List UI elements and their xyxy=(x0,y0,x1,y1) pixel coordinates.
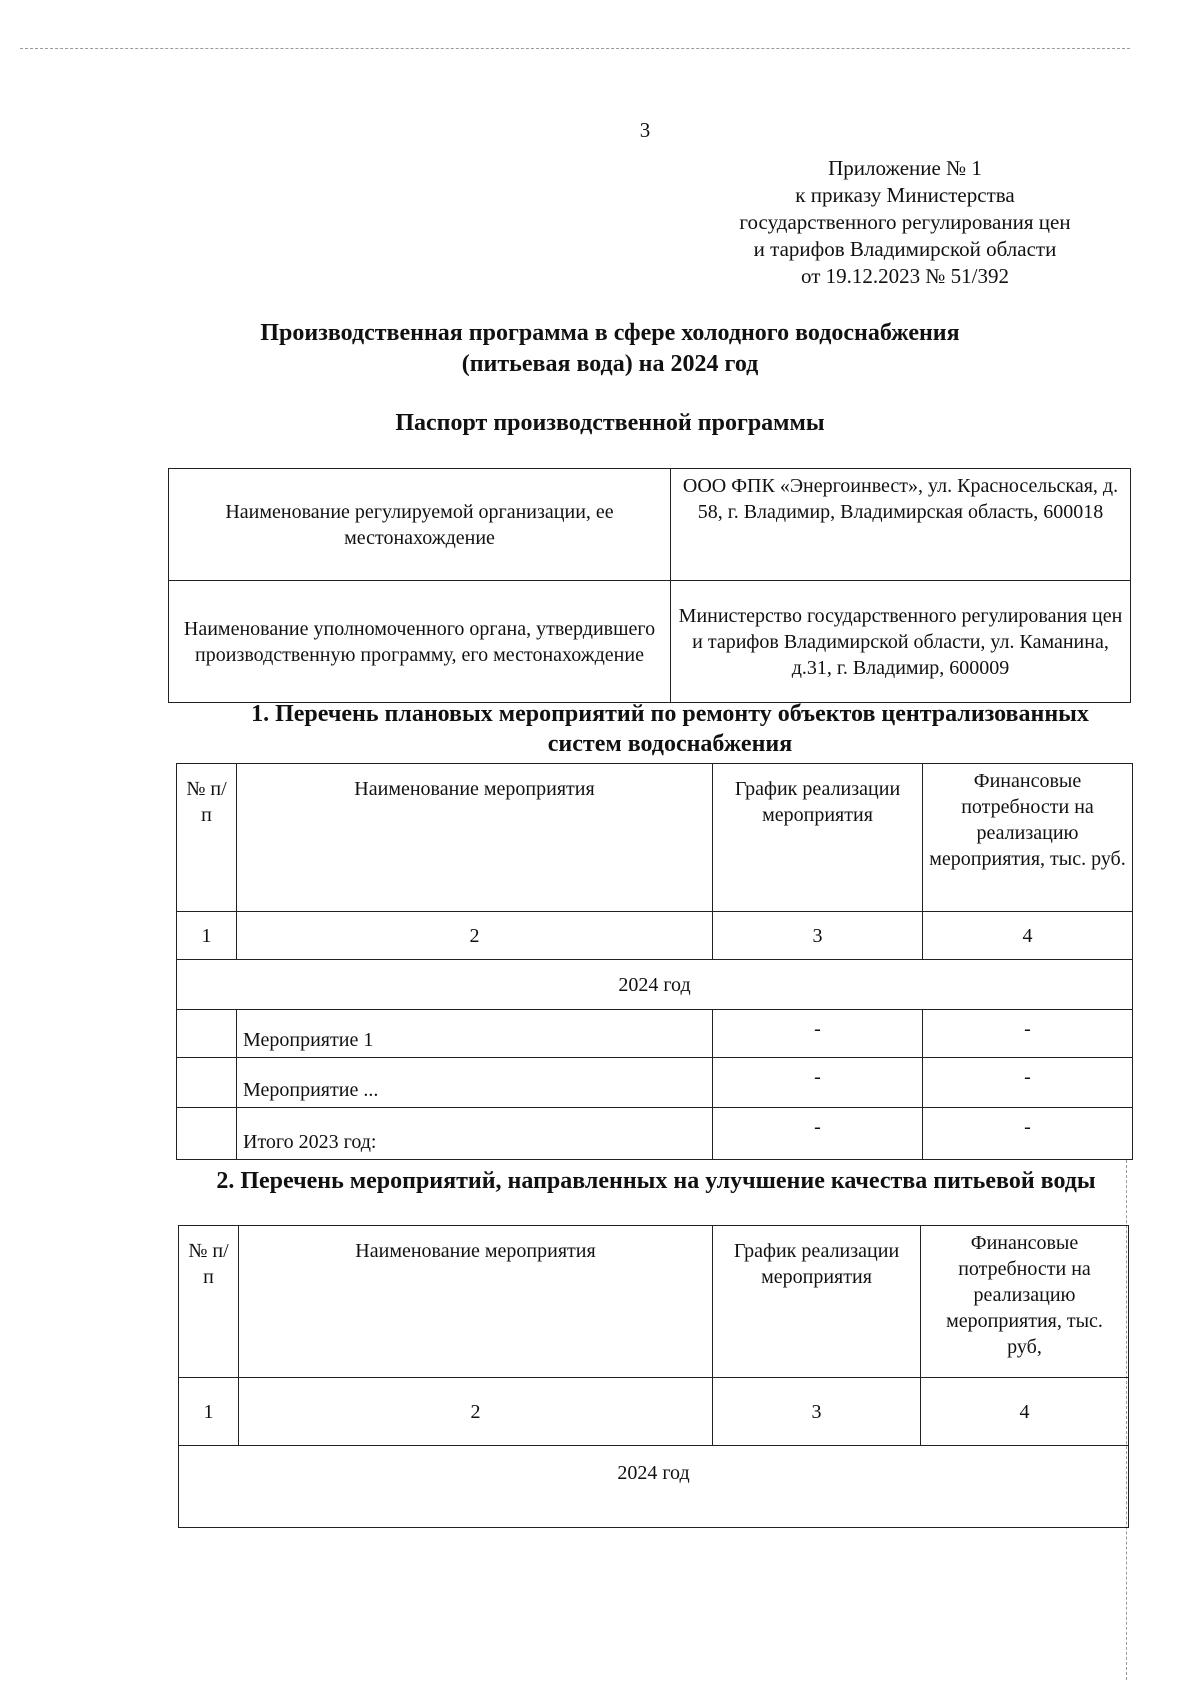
col-number: 4 xyxy=(923,912,1133,960)
passport-value: ООО ФПК «Энергоинвест», ул. Красносельская, д. 58, г. Владимир, Владимирская область, 600018 xyxy=(671,469,1131,581)
table-row xyxy=(177,912,1133,960)
year-row: 2024 год xyxy=(179,1446,1129,1528)
col-number: 2 xyxy=(239,1378,713,1446)
header-finance: Финансовые потребности на реализацию мероприятия, тыс. руб, xyxy=(921,1226,1129,1378)
header-name: Наименование мероприятия xyxy=(239,1226,713,1378)
section-1-title: 1. Перечень плановых мероприятий по ремонту объектов централизованных систем водоснабжения xyxy=(251,701,1089,757)
row-name: Мероприятие ... xyxy=(237,1058,713,1108)
row-name: Итого 2023 год: xyxy=(237,1108,713,1160)
title-line-1: Производственная программа в сфере холодного водоснабжения xyxy=(260,320,960,346)
header-finance: Финансовые потребности на реализацию мероприятия, тыс. руб. xyxy=(923,764,1133,912)
table-row xyxy=(179,1446,1129,1528)
row-num xyxy=(177,1058,237,1108)
table-row xyxy=(169,581,1131,703)
section-1-table xyxy=(176,763,1133,1160)
table-row xyxy=(177,1010,1133,1058)
col-number: 1 xyxy=(179,1378,239,1446)
appendix-line: государственного регулирования цен xyxy=(739,210,1071,234)
passport-heading: Паспорт производственной программы xyxy=(395,410,825,436)
header-name: Наименование мероприятия xyxy=(237,764,713,912)
header-schedule: График реализации мероприятия xyxy=(713,764,923,912)
title-line-2: (питьевая вода) на 2024 год xyxy=(461,351,759,377)
table-row xyxy=(179,1378,1129,1446)
col-number: 1 xyxy=(177,912,237,960)
col-number: 4 xyxy=(921,1378,1129,1446)
table-row xyxy=(177,1058,1133,1108)
section-2-title: 2. Перечень мероприятий, направленных на улучшение качества питьевой воды xyxy=(216,1168,1096,1194)
row-finance: - xyxy=(923,1010,1133,1058)
passport-value: Министерство государственного регулирования цен и тарифов Владимирской области, ул. Каманина, д.31, г. Владимир, 600009 xyxy=(671,581,1131,703)
row-finance: - xyxy=(923,1058,1133,1108)
header-schedule: График реализации мероприятия xyxy=(713,1226,921,1378)
appendix-block xyxy=(700,155,1110,290)
row-num xyxy=(177,1010,237,1058)
row-finance: - xyxy=(923,1108,1133,1160)
section-2-table xyxy=(178,1225,1129,1528)
row-schedule: - xyxy=(713,1058,923,1108)
row-schedule: - xyxy=(713,1108,923,1160)
table-row xyxy=(177,960,1133,1010)
header-num: № п/п xyxy=(179,1226,239,1378)
header-num: № п/п xyxy=(177,764,237,912)
appendix-line: от 19.12.2023 № 51/392 xyxy=(800,264,1010,288)
row-name: Мероприятие 1 xyxy=(237,1010,713,1058)
passport-label: Наименование уполномоченного органа, утвердившего производственную программу, его местонахождение xyxy=(169,581,671,703)
col-number: 3 xyxy=(713,1378,921,1446)
year-row: 2024 год xyxy=(177,960,1133,1010)
row-num xyxy=(177,1108,237,1160)
table-header-row xyxy=(179,1226,1129,1378)
row-schedule: - xyxy=(713,1010,923,1058)
passport-table xyxy=(168,468,1131,703)
table-row xyxy=(177,1108,1133,1160)
appendix-line: и тарифов Владимирской области xyxy=(753,237,1057,261)
table-row xyxy=(169,469,1131,581)
appendix-line: к приказу Министерства xyxy=(795,183,1015,207)
passport-label: Наименование регулируемой организации, ее местонахождение xyxy=(169,469,671,581)
col-number: 3 xyxy=(713,912,923,960)
col-number: 2 xyxy=(237,912,713,960)
document-title xyxy=(160,318,1060,380)
appendix-line: Приложение № 1 xyxy=(828,156,982,180)
page-number: 3 xyxy=(639,118,651,142)
scan-edge-top xyxy=(20,48,1130,49)
table-header-row xyxy=(177,764,1133,912)
